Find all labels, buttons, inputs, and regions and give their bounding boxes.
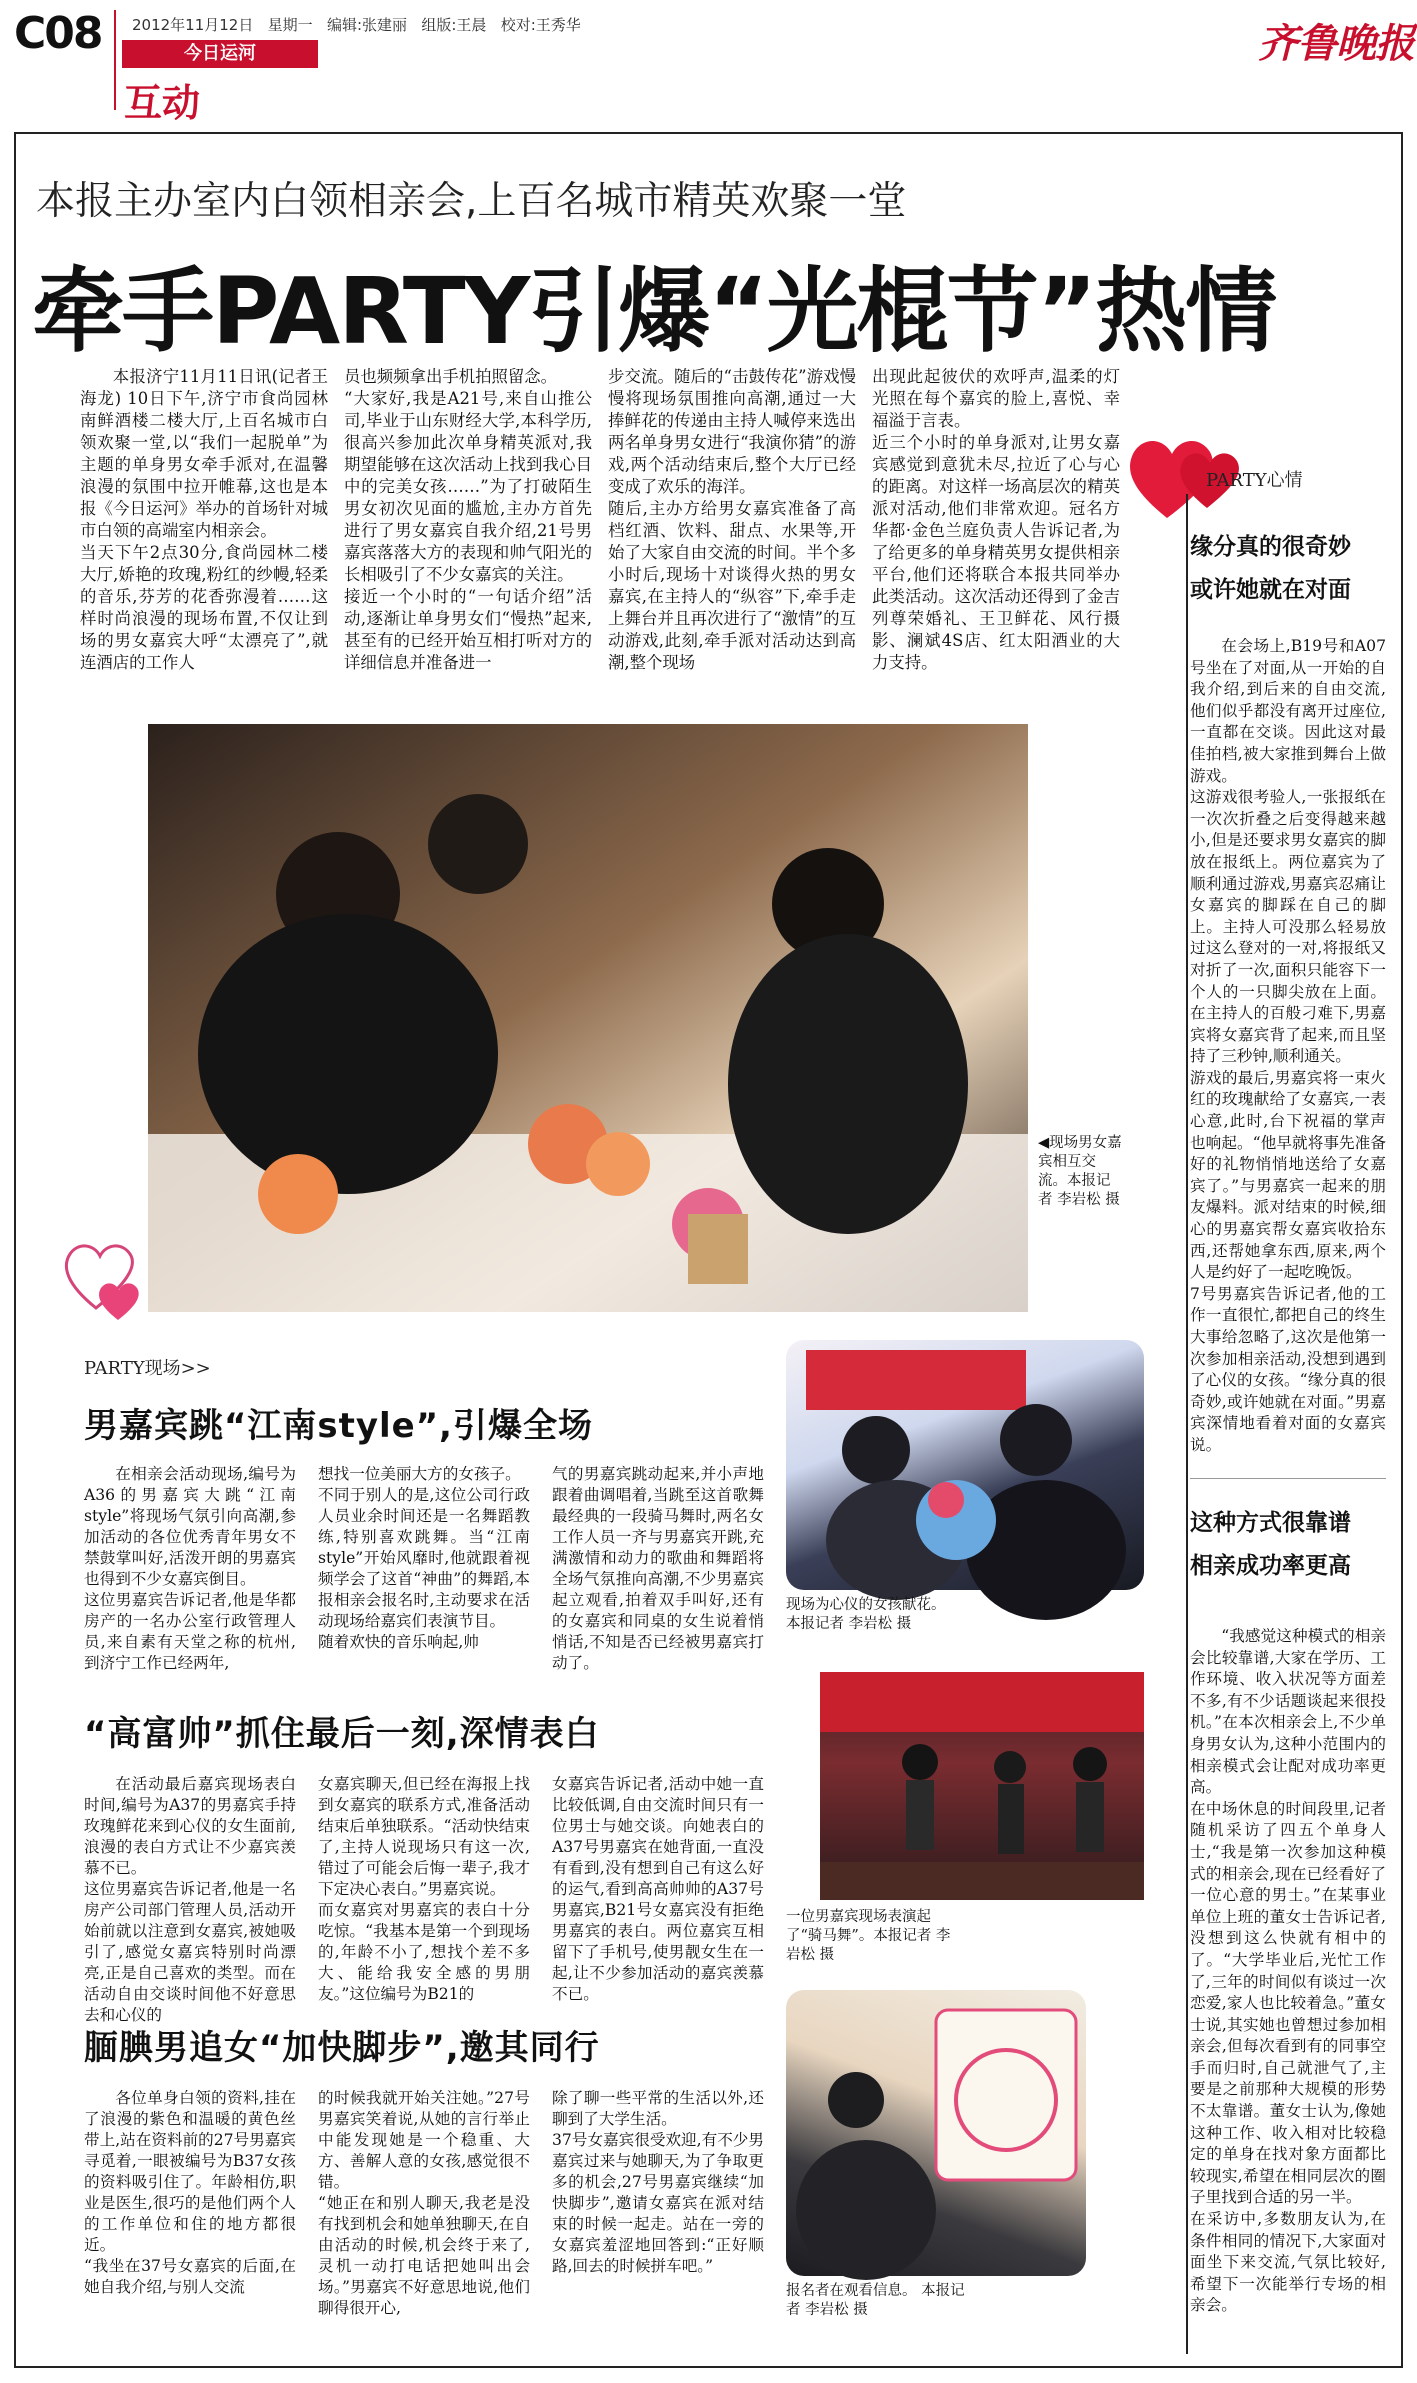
section-name: 互动 [124, 81, 201, 125]
main-photo [148, 724, 1028, 1312]
sidebar-rule [1186, 494, 1188, 2354]
proofread-credit: 校对:王秀华 [500, 16, 581, 34]
header-divider [114, 10, 116, 110]
sidebar-story1-title [1190, 526, 1390, 612]
sidebar-story2-body [1190, 1626, 1386, 2352]
lead-paragraph: 步交流。随后的“击鼓传花”游戏慢慢将现场氛围推向高潮,通过一大捧鲜花的传递由主持人喊停来选出两名单身男女进行“我演你猜”的游戏,两个活动结束后,整个大厅已经变成了欢乐的海洋。 随后,主办方给男女嘉宾准备了高档红酒、饮料、甜点、水果等,开始了大家自由交流的时间。半个多小时后,现场十对谈得火热的男女嘉宾,在主持人的“纵容”下,牵手走上舞台并且再次进行了“激情”的互动游戏,此刻,牵手派对活动达到高潮,整个现场 [608, 367, 856, 672]
section1-column-3 [552, 1464, 764, 1684]
sidebar-story2-title-line2: 相亲成功率更高 [1190, 1553, 1351, 1579]
sidebar-story2-text: “我感觉这种模式的相亲会比较靠谱,大家在学历、工作环境、收入状况等方面差不多,有不少话题谈起来很投机。”在本次相亲会上,不少单身男女认为,这种小范围内的相亲模式会让配对成功率更高。 在中场休息的时间段里,记者随机采访了四五个单身人士,“我是第一次参加这种模式的相亲会,现在已经看好了一位心意的男士。”在某事业单位上班的董女士告诉记者,没想到这么快就有相中的了。“大学毕业后,光忙工作了,三年的时间似有谈过一次恋爱,家人也比较着急。”董女士说,其实她也曾想过参加相亲会,但每次看到有的同事空手而归时,自己就泄气了,主要是之前那种大规模的形势不太靠谱。董女士认为,像她这种工作、收入相对比较稳定的单身在找对象方面都比较现实,希望在相同层次的圈子里找到合适的另一半。 在采访中,多数朋友认为,在条件相同的情况下,大家面对面坐下来交流,气氛比较好,希望下一次能举行专场的相亲会。 [1190, 1627, 1386, 2315]
photo-viewing-info [786, 1990, 1086, 2276]
issue-date: 2012年11月12日 [132, 16, 254, 34]
lead-column-2 [344, 366, 592, 694]
sidebar-story1-body [1190, 636, 1386, 1466]
main-photo-caption: ◀现场男女嘉宾相互交流。本报记者 李岩松 摄 [1038, 1135, 1122, 1208]
info-photo-illustration [786, 1990, 1086, 2276]
heart-decoration-icon [56, 1228, 156, 1328]
lead-paragraph: 出现此起彼伏的欢呼声,温柔的灯光照在每个嘉宾的脸上,喜悦、幸福溢于言表。 近三个小时的单身派对,让男女嘉宾感觉到意犹未尽,拉近了心与心的距离。对这样一场高层次的精英派对活动,他们非常欢迎。冠名方华都·金色兰庭负责人告诉记者,为了给更多的单身精英男女提供相亲平台,他们还将联合本报共同举办此类活动。这次活动还得到了金吉列尊荣婚礼、王卫鲜花、风行摄影、澜斌4S店、红太阳酒业的大力支持。 [872, 367, 1120, 672]
section1-paragraph: 在相亲会活动现场,编号为A36的男嘉宾大跳“江南style”将现场气氛引向高潮,参加活动的各位优秀青年男女不禁鼓掌叫好,活泼开朗的男嘉宾也得到不少女嘉宾倒目。 这位男嘉宾告诉记者,他是华都房产的一名办公室行政管理人员,来自素有天堂之称的杭州,到济宁工作已经两年, [84, 1465, 296, 1672]
section3-paragraph: 除了聊一些平常的生活以外,还聊到了大学生活。 37号女嘉宾很受欢迎,有不少男嘉宾过来与她聊天,为了争取更多的机会,27号男嘉宾继续“加快脚步”,邀请女嘉宾在派对结束的时候一起走。站在一旁的女嘉宾羞涩地回答到:“正好顺路,回去的时候拼车吧。” [552, 2089, 764, 2275]
section1-paragraph: 气的男嘉宾跳动起来,并小声地跟着曲调唱着,当跳至这首歌舞最经典的一段骑马舞时,两名女工作人员一齐与男嘉宾开跳,充满激情和动力的歌曲和舞蹈将全场气氛推向高潮,不少男嘉宾起立观看,拍着双手叫好,还有的女嘉宾和同桌的女生说着悄悄话,不知是否已经被男嘉宾打动了。 [552, 1465, 764, 1672]
section3-title: 腼腆男追女“加快脚步”,邀其同行 [84, 2028, 600, 2068]
party-scene-label: PARTY现场>> [84, 1358, 211, 1379]
photo-flower-caption: 现场为心仪的女孩献花。 本报记者 李岩松 摄 [786, 1597, 946, 1632]
lead-paragraph: 本报济宁11月11日讯(记者王海龙) 10日下午,济宁市食尚园林南鲜酒楼二楼大厅,上百名城市白领欢聚一堂,以“我们一起脱单”为主题的单身男女牵手派对,在温馨浪漫的氛围中拉开帷幕,这也是本报《今日运河》举办的首场针对城市白领的高端室内相亲会。 当天下午2点30分,食尚园林二楼大厅,娇艳的玫瑰,粉红的纱幔,轻柔的音乐,芬芳的花香弥漫着……这样时尚浪漫的现场布置,不仅让到场的男女嘉宾大呼“太漂亮了”,就连酒店的工作人 [80, 367, 328, 672]
section3-column-1 [84, 2088, 296, 2338]
page-number: C08 [14, 8, 102, 59]
article-kicker: 本报主办室内白领相亲会,上百名城市精英欢聚一堂 [36, 179, 907, 224]
section2-paragraph: 女嘉宾告诉记者,活动中她一直比较低调,自由交流时间只有一位男士与她交谈。向她表白的A37号男嘉宾在她背面,一直没有看到,没有想到自己有这么好的运气,看到高高帅帅的A37号男嘉宾,B21号女嘉宾没有拒绝男嘉宾的表白。两位嘉宾互相留下了手机号,使男靓女生在一起,让不少参加活动的嘉宾羡慕不已。 [552, 1775, 764, 2003]
layout-credit: 组版:王晨 [421, 16, 487, 34]
photo-horse-dance-caption: 一位男嘉宾现场表演起了“骑马舞”。本报记者 李岩松 摄 [786, 1909, 951, 1963]
section3-paragraph: 的时候我就开始关注她。”27号男嘉宾笑着说,从她的言行举止中能发现她是一个稳重、大方、善解人意的女孩,感觉很不错。 “她正在和别人聊天,我老是没有找到机会和她单独聊天,在自由活动的时候,机会终于来了,灵机一动打电话把她叫出会场。”男嘉宾不好意思地说,他们聊得很开心, [318, 2089, 530, 2317]
section3-column-3 [552, 2088, 764, 2338]
sidebar-story1-title-line1: 缘分真的很奇妙 [1190, 534, 1351, 560]
section3-paragraph: 各位单身白领的资料,挂在了浪漫的紫色和温暖的黄色丝带上,站在资料前的27号男嘉宾寻觅着,一眼被编号为B37女孩的资料吸引住了。年龄相仿,职业是医生,很巧的是他们两个人的工作单位和住的地方都很近。 “我坐在37号女嘉宾的后面,在她自我介绍,与别人交流 [84, 2089, 296, 2296]
sidebar-story2-title-line1: 这种方式很靠谱 [1190, 1510, 1351, 1536]
page-header [0, 0, 1417, 130]
section2-paragraph: 女嘉宾聊天,但已经在海报上找到女嘉宾的联系方式,准备活动结束后单独联系。“活动快结束了,主持人说现场只有这一次,错过了可能会后悔一辈子,我才下定决心表白。”男嘉宾说。 而女嘉宾对男嘉宾的表白十分吃惊。“我基本是第一个到现场的,年龄不小了,想找个差不多大、能给我安全感的男朋友。”这位编号为B21的 [318, 1775, 530, 2003]
section2-column-2 [318, 1774, 530, 2003]
section-tag: 今日运河 [122, 40, 318, 68]
sidebar-label: PARTY心情 [1206, 470, 1303, 491]
section1-title: 男嘉宾跳“江南style”,引爆全场 [84, 1406, 593, 1446]
section2-paragraph: 在活动最后嘉宾现场表白时间,编号为A37的男嘉宾手持玫瑰鲜花来到心仪的女生面前,浪漫的表白方式让不少嘉宾羡慕不已。 这位男嘉宾告诉记者,他是一名房产公司部门管理人员,活动开始前就以注意到女嘉宾,被她吸引了,感觉女嘉宾特别时尚漂亮,正是自己喜欢的类型。而在活动自由交谈时间他不好意思去和心仪的 [84, 1775, 296, 2024]
photo-horse-dance [820, 1672, 1144, 1900]
header-meta [132, 14, 581, 35]
lead-column-3 [608, 366, 856, 694]
sidebar-story2-title [1190, 1502, 1390, 1588]
section1-column-1 [84, 1464, 296, 1684]
lead-column-1 [80, 366, 328, 694]
editor-credit: 编辑:张建丽 [327, 16, 408, 34]
section2-column-1 [84, 1774, 296, 2024]
article-headline: 牵手PARTY引爆“光棍节”热情 [32, 258, 1276, 365]
section1-paragraph: 想找一位美丽大方的女孩子。 不同于别人的是,这位公司行政人员业余时间还是一名舞蹈教练,特别喜欢跳舞。当“江南style”开始风靡时,他就跟着视频学会了这首“神曲”的舞蹈,本报相亲会报名时,主动要求在活动现场给嘉宾们表演节目。 随着欢快的音乐响起,帅 [318, 1465, 530, 1651]
sidebar-story1-text: 在会场上,B19号和A07号坐在了对面,从一开始的自我介绍,到后来的自由交流,他们似乎都没有离开过座位,一直都在交谈。因此这对最佳拍档,被大家推到舞台上做游戏。 这游戏很考验人,一张报纸在一次次折叠之后变得越来越小,但是还要求男女嘉宾的脚放在报纸上。两位嘉宾为了顺利通过游戏,男嘉宾忍痛让女嘉宾的脚踩在自己的脚上。主持人可没那么轻易放过这么登对的一对,将报纸又对折了一次,面积只能容下一个人的一只脚尖放在上面。在主持人的百般刁难下,男嘉宾将女嘉宾背了起来,而且坚持了三秒钟,顺利通关。 游戏的最后,男嘉宾将一束火红的玫瑰献给了女嘉宾,一表心意,此时,台下祝福的掌声也响起。“他早就将事先准备好的礼物悄悄地送给了女嘉宾了。”与男嘉宾一起来的朋友爆料。派对结束的时候,细心的男嘉宾帮女嘉宾收拾东西,还帮她拿东西,原来,两个人是约好了一起吃晚饭。 7号男嘉宾告诉记者,他的工作一直很忙,都把自己的终生大事给忽略了,这次是他第一次参加相亲活动,没想到遇到了心仪的女孩。“缘分真的很奇妙,或许她就在对面。”男嘉宾深情地看着对面的女嘉宾说。 [1190, 637, 1386, 1454]
main-photo-illustration [148, 724, 1028, 1312]
lead-paragraph: 员也频频拿出手机拍照留念。 “大家好,我是A21号,来自山推公司,毕业于山东财经大学,本科学历,很高兴参加此次单身精英派对,我期望能够在这次活动上找到我心目中的完美女孩……”为了打破陌生男女初次见面的尴尬,主办方首先进行了男女嘉宾自我介绍,21号男嘉宾落落大方的表现和帅气阳光的长相吸引了不少女嘉宾的关注。 接近一个小时的“一句话介绍”活动,逐渐让单身男女们“慢热”起来,甚至有的已经开始互相打听对方的详细信息并准备进一 [344, 367, 592, 672]
section2-column-3 [552, 1774, 764, 2003]
dance-photo-illustration [820, 1672, 1144, 1900]
flower-photo-illustration [786, 1340, 1144, 1590]
issue-weekday: 星期一 [267, 16, 313, 34]
sidebar-story1-title-line2: 或许她就在对面 [1190, 577, 1351, 603]
photo-flower-presentation [786, 1340, 1144, 1590]
lead-column-4 [872, 366, 1120, 694]
sidebar-divider [1190, 1478, 1386, 1479]
section2-title: “高富帅”抓住最后一刻,深情表白 [84, 1714, 600, 1754]
section1-column-2 [318, 1464, 530, 1684]
photo-viewing-info-caption: 报名者在观看信息。 本报记者 李岩松 摄 [786, 2283, 965, 2318]
paper-logo: 齐鲁晚报 [1258, 20, 1414, 67]
section3-column-2 [318, 2088, 530, 2338]
